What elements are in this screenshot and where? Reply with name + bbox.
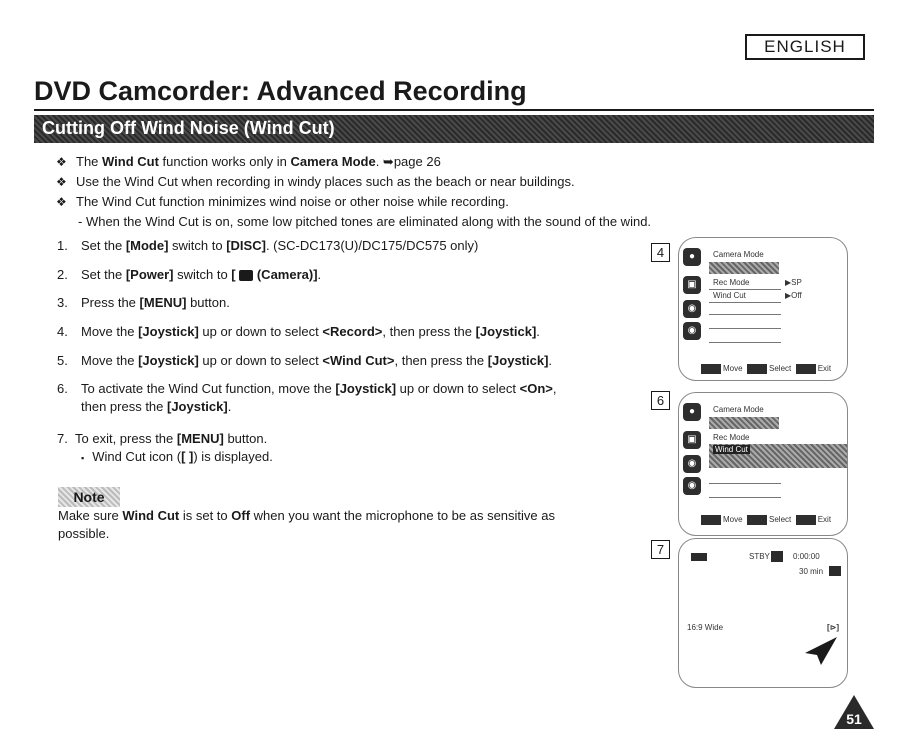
menu-divider — [709, 302, 781, 303]
step-7: 7. To exit, press the [MENU] button. — [57, 431, 268, 446]
section-header — [34, 115, 874, 143]
rec-mode-row: Rec Mode — [713, 278, 750, 287]
figure-6-label: 6 — [651, 391, 670, 410]
stby-status: STBY — [749, 552, 770, 561]
bullet-3: ❖ The Wind Cut function minimizes wind noise or other noise while recording. — [56, 192, 651, 212]
menu-title: Camera Mode — [713, 250, 764, 259]
intro-bullets — [56, 152, 651, 231]
figure-6-screen — [678, 392, 848, 536]
bullet-2: ❖ Use the Wind Cut when recording in windy places such as the beach or near buildings. — [56, 172, 651, 192]
figure-4-screen — [678, 237, 848, 381]
move-button-icon — [701, 515, 721, 525]
bullet-3-sub: - When the Wind Cut is on, some low pitched tones are eliminated along with the sound of the wind. — [78, 214, 652, 229]
bullet-diamond-icon: ❖ — [56, 175, 67, 189]
time-counter: 0:00:00 — [793, 552, 820, 561]
figure-7-screen — [678, 538, 848, 688]
page-number-badge — [832, 693, 876, 731]
record-icon: ▣ — [683, 276, 701, 294]
step-6: 6. To activate the Wind Cut function, move the [Joystick] up or down to select <On>, — [57, 381, 557, 396]
sp-mode-icon — [771, 551, 783, 562]
menu-divider — [709, 342, 781, 343]
figure-7-label: 7 — [651, 540, 670, 559]
camera-icon — [239, 270, 253, 281]
menu-title: Camera Mode — [713, 405, 764, 414]
menu-divider — [709, 497, 781, 498]
bullet-diamond-icon: ❖ — [56, 155, 67, 169]
page-number: 51 — [846, 711, 862, 727]
wind-cut-icon: [⊳] — [827, 623, 840, 632]
record-menu-highlight — [709, 417, 779, 429]
wind-cut-row: Wind Cut — [715, 445, 748, 454]
note-badge: Note — [58, 487, 120, 507]
settings-icon: ◉ — [683, 455, 701, 473]
title-rule — [34, 109, 874, 111]
camera-mode-icon: ● — [683, 403, 701, 421]
step-1: 1. Set the [Mode] switch to [DISC]. (SC-DC173(U)/DC175/DC575 only) — [57, 238, 479, 253]
step-2: 2. Set the [Power] switch to [ (Camera)]. — [57, 267, 322, 282]
tools-icon: ◉ — [683, 477, 701, 495]
rec-mode-value: ▶SP — [785, 278, 802, 287]
bullet-1: ❖ The Wind Cut function works only in Camera Mode. ➥page 26 — [56, 152, 651, 172]
bullet-diamond-icon: ❖ — [56, 195, 67, 209]
wind-cut-row: Wind Cut — [713, 291, 746, 300]
record-icon: ▣ — [683, 431, 701, 449]
section-title: Cutting Off Wind Noise (Wind Cut) — [42, 118, 335, 138]
note-text: Make sure Wind Cut is set to Off when you want the microphone to be as sensitive as possible. — [58, 508, 556, 541]
wind-cut-value: ▶Off — [785, 291, 802, 300]
disc-type-icon — [829, 566, 841, 576]
step-7-sub: ▪ Wind Cut icon ([ ]) is displayed. — [81, 449, 273, 464]
exit-button-icon — [796, 515, 816, 525]
language-label: ENGLISH — [745, 34, 865, 60]
settings-icon: ◉ — [683, 300, 701, 318]
step-3: 3. Press the [MENU] button. — [57, 295, 230, 310]
tools-icon: ◉ — [683, 322, 701, 340]
battery-icon — [691, 553, 707, 561]
step-6-line-2: then press the [Joystick]. — [81, 399, 232, 414]
menu-divider — [709, 328, 781, 329]
menu-divider — [709, 289, 781, 290]
move-button-icon — [701, 364, 721, 374]
exit-button-icon — [796, 364, 816, 374]
record-menu-highlight — [709, 262, 779, 274]
pointer-arrow-icon — [803, 635, 839, 667]
aspect-ratio: 16:9 Wide — [687, 623, 724, 632]
select-button-icon — [747, 364, 767, 374]
figure-4-label: 4 — [651, 243, 670, 262]
menu-divider — [709, 314, 781, 315]
wind-cut-icon: [ ] — [181, 449, 194, 464]
remaining-time: 30 min — [799, 567, 824, 576]
menu-divider — [709, 483, 781, 484]
step-4: 4. Move the [Joystick] up or down to select <Record>, then press the [Joystick]. — [57, 324, 540, 339]
osd-footer: Move Select Exit — [701, 515, 831, 525]
rec-mode-row: Rec Mode — [713, 433, 750, 442]
page-title: DVD Camcorder: Advanced Recording — [34, 76, 527, 106]
osd-footer: Move Select Exit — [701, 364, 831, 374]
camera-mode-icon: ● — [683, 248, 701, 266]
select-button-icon — [747, 515, 767, 525]
step-5: 5. Move the [Joystick] up or down to select <Wind Cut>, then press the [Joystick]. — [57, 353, 553, 368]
